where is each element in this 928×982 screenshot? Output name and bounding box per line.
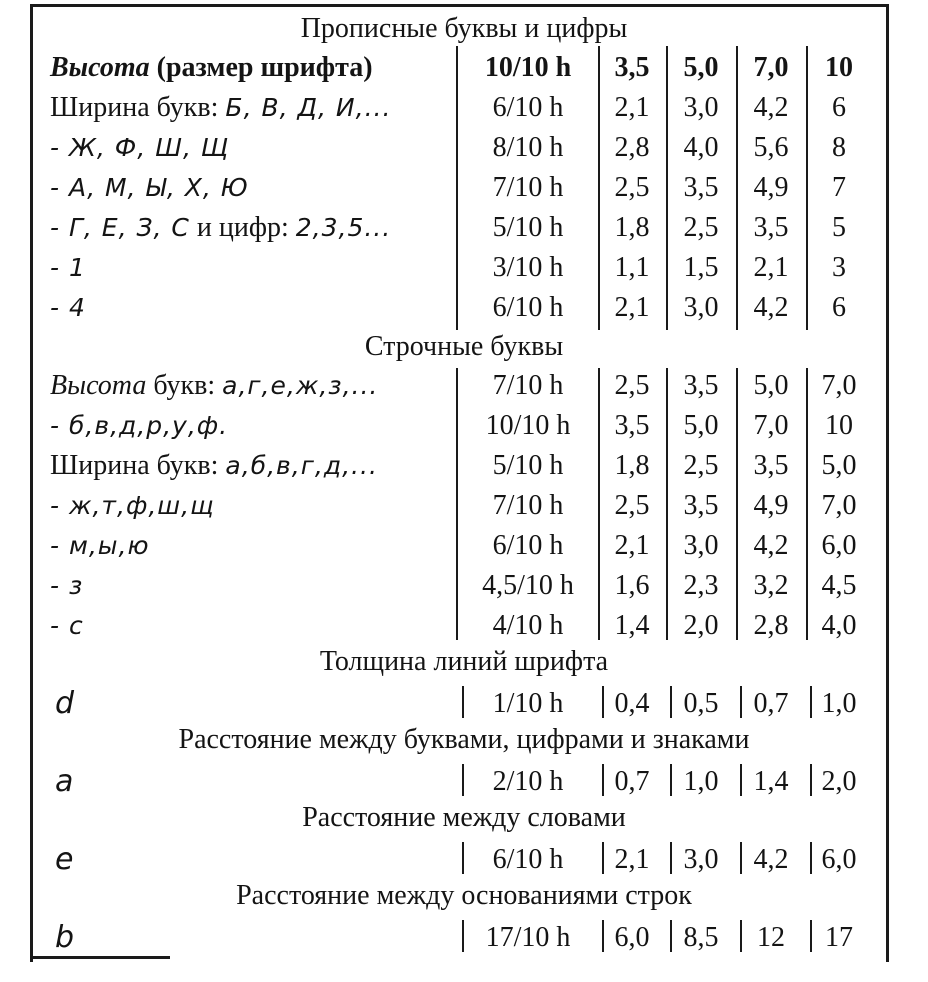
param-row xyxy=(0,762,928,802)
column-divider xyxy=(602,920,604,952)
param-symbol: d xyxy=(55,686,75,721)
value-cell: 5 xyxy=(832,212,846,243)
value-cell: 6,0 xyxy=(614,922,650,953)
table-row xyxy=(0,406,928,446)
value-cell: 3,0 xyxy=(683,92,719,123)
label-chars: а,г,е,ж,з,... xyxy=(222,371,379,400)
value-cell: 4,9 xyxy=(753,172,789,203)
ratio-cell: 4,5/10 h xyxy=(482,570,574,601)
column-divider xyxy=(456,368,458,640)
row-label xyxy=(50,606,84,646)
value-cell: 2,0 xyxy=(821,766,857,797)
ratio-cell: 6/10 h xyxy=(492,292,564,323)
section-title-thickness: Толщина линий шрифта xyxy=(319,646,609,677)
value-cell: 3,2 xyxy=(753,570,789,601)
value-cell: 1,5 xyxy=(683,252,719,283)
column-divider xyxy=(670,764,672,796)
row-label xyxy=(50,128,229,168)
value-cell: 8 xyxy=(832,132,846,163)
column-divider xyxy=(602,842,604,874)
section-title-uppercase: Прописные буквы и цифры xyxy=(300,13,628,44)
column-divider xyxy=(462,920,464,952)
value-cell: 17 xyxy=(825,922,853,953)
table-row xyxy=(0,288,928,328)
value-cell: 5,0 xyxy=(753,370,789,401)
value-cell: 1,8 xyxy=(614,450,650,481)
column-divider xyxy=(740,842,742,874)
param-symbol: b xyxy=(55,920,75,955)
section-title-spacing-baselines: Расстояние между основаниями строк xyxy=(236,880,692,911)
value-cell: 6,0 xyxy=(821,844,857,875)
value-cell: 1,4 xyxy=(753,766,789,797)
value-cell: 7 xyxy=(832,172,846,203)
label-chars: - 4 xyxy=(50,293,86,322)
value-cell: 10 xyxy=(825,410,853,441)
value-cell: 1,0 xyxy=(683,766,719,797)
table-row xyxy=(0,208,928,248)
value-cell: 6 xyxy=(832,92,846,123)
table-row xyxy=(0,128,928,168)
value-cell: 3,0 xyxy=(683,292,719,323)
row-label xyxy=(50,88,391,128)
value-cell: 1,4 xyxy=(614,610,650,641)
value-cell: 0,7 xyxy=(753,688,789,719)
value-cell: 1,1 xyxy=(614,252,650,283)
label-prefix: Ширина букв: xyxy=(50,450,226,481)
value-cell: 6,0 xyxy=(821,530,857,561)
column-divider xyxy=(810,764,812,796)
row-label xyxy=(50,406,228,446)
label-chars: - Г, Е, З, С xyxy=(50,213,190,242)
value-cell: 2,5 xyxy=(614,370,650,401)
label-prefix: Ширина букв: xyxy=(50,92,226,123)
value-cell: 3,5 xyxy=(683,172,719,203)
table-row xyxy=(0,248,928,288)
value-cell: 4,0 xyxy=(683,132,719,163)
column-divider xyxy=(740,764,742,796)
ratio-cell: 4/10 h xyxy=(492,610,564,641)
row-label xyxy=(50,366,378,406)
value-cell: 3,5 xyxy=(683,490,719,521)
section-title-lowercase: Строчные буквы xyxy=(364,331,564,362)
label-chars: - м,ы,ю xyxy=(50,531,150,560)
value-cell: 4,2 xyxy=(753,292,789,323)
label-suffix: и цифр: xyxy=(189,212,296,243)
label-chars: - Ж, Ф, Ш, Щ xyxy=(50,133,230,162)
value-cell: 4,0 xyxy=(821,610,857,641)
value-cell: 2,1 xyxy=(614,292,650,323)
column-divider xyxy=(806,46,808,330)
section-title-spacing-words: Расстояние между словами xyxy=(302,802,626,833)
param-row xyxy=(0,918,928,958)
section-title-spacing-letters: Расстояние между буквами, цифрами и знаками xyxy=(178,724,750,755)
ratio-cell: 7/10 h xyxy=(492,172,564,203)
param-row xyxy=(0,840,928,880)
value-cell: 3,0 xyxy=(683,844,719,875)
ratio-cell: 7/10 h xyxy=(492,370,564,401)
column-divider xyxy=(810,842,812,874)
label-chars: - ж,т,ф,ш,щ xyxy=(50,491,215,520)
column-divider xyxy=(598,368,600,640)
value-cell: 2,1 xyxy=(614,92,650,123)
value-cell: 7,0 xyxy=(753,410,789,441)
column-divider xyxy=(602,764,604,796)
value-cell: 2,5 xyxy=(614,172,650,203)
label-chars: - б,в,д,р,у,ф. xyxy=(50,411,229,440)
value-cell: 8,5 xyxy=(683,922,719,953)
header-size: 3,5 xyxy=(614,52,650,83)
value-cell: 2,1 xyxy=(614,530,650,561)
ratio-cell: 3/10 h xyxy=(492,252,564,283)
value-cell: 0,4 xyxy=(614,688,650,719)
table-row xyxy=(0,446,928,486)
header-size: 7,0 xyxy=(753,52,789,83)
header-ratio: 10/10 h xyxy=(484,52,572,83)
value-cell: 1,8 xyxy=(614,212,650,243)
value-cell: 2,0 xyxy=(683,610,719,641)
value-cell: 2,5 xyxy=(683,212,719,243)
value-cell: 2,3 xyxy=(683,570,719,601)
column-divider xyxy=(810,686,812,718)
label-suffix-chars: 2,3,5... xyxy=(295,213,392,242)
table-row xyxy=(0,606,928,646)
value-cell: 2,5 xyxy=(614,490,650,521)
value-cell: 3,0 xyxy=(683,530,719,561)
header-label xyxy=(50,48,373,88)
header-size: 10 xyxy=(825,52,853,83)
table-row xyxy=(0,168,928,208)
value-cell: 3,5 xyxy=(683,370,719,401)
value-cell: 4,2 xyxy=(753,92,789,123)
row-label xyxy=(50,248,86,288)
column-divider xyxy=(598,46,600,330)
column-divider xyxy=(736,46,738,330)
table-row xyxy=(0,566,928,606)
value-cell: 4,5 xyxy=(821,570,857,601)
value-cell: 4,2 xyxy=(753,530,789,561)
value-cell: 2,8 xyxy=(753,610,789,641)
label-chars: - А, М, Ы, Х, Ю xyxy=(50,173,249,202)
value-cell: 2,8 xyxy=(614,132,650,163)
row-label xyxy=(50,566,83,606)
column-divider xyxy=(670,842,672,874)
label-chars: Б, В, Д, И,... xyxy=(225,93,392,122)
header-size: 5,0 xyxy=(683,52,719,83)
label-chars: а,б,в,г,д,... xyxy=(225,451,378,480)
ratio-cell: 6/10 h xyxy=(492,530,564,561)
ratio-cell: 6/10 h xyxy=(492,844,564,875)
label-prefix: букв: xyxy=(146,370,223,401)
table-row xyxy=(0,366,928,406)
label-chars: - с xyxy=(50,611,84,640)
column-divider xyxy=(456,46,458,330)
value-cell: 3 xyxy=(832,252,846,283)
table-row xyxy=(0,526,928,566)
value-cell: 3,5 xyxy=(753,450,789,481)
table-row xyxy=(0,486,928,526)
ratio-cell: 5/10 h xyxy=(492,212,564,243)
row-label xyxy=(50,208,391,248)
ratio-cell: 10/10 h xyxy=(485,410,571,441)
column-divider xyxy=(462,686,464,718)
column-divider xyxy=(666,46,668,330)
header-label-bold: (размер шрифта) xyxy=(149,52,373,83)
label-chars: - з xyxy=(50,571,84,600)
value-cell: 0,7 xyxy=(614,766,650,797)
column-divider xyxy=(810,920,812,952)
label-chars: - 1 xyxy=(50,253,86,282)
column-divider xyxy=(462,842,464,874)
param-symbol: a xyxy=(55,764,74,799)
column-divider xyxy=(462,764,464,796)
value-cell: 5,0 xyxy=(821,450,857,481)
value-cell: 2,5 xyxy=(683,450,719,481)
value-cell: 1,6 xyxy=(614,570,650,601)
value-cell: 7,0 xyxy=(821,370,857,401)
ratio-cell: 17/10 h xyxy=(485,922,571,953)
value-cell: 1,0 xyxy=(821,688,857,719)
column-divider xyxy=(806,368,808,640)
row-label xyxy=(50,288,86,328)
value-cell: 5,0 xyxy=(683,410,719,441)
column-divider xyxy=(602,686,604,718)
column-divider xyxy=(736,368,738,640)
column-divider xyxy=(670,686,672,718)
row-label xyxy=(50,486,215,526)
value-cell: 4,2 xyxy=(753,844,789,875)
label-italic: Высота xyxy=(50,370,147,401)
row-label xyxy=(50,526,150,566)
row-label xyxy=(50,446,378,486)
value-cell: 7,0 xyxy=(821,490,857,521)
value-cell: 6 xyxy=(832,292,846,323)
ratio-cell: 1/10 h xyxy=(492,688,564,719)
value-cell: 2,1 xyxy=(753,252,789,283)
column-divider xyxy=(666,368,668,640)
ratio-cell: 2/10 h xyxy=(492,766,564,797)
ratio-cell: 6/10 h xyxy=(492,92,564,123)
value-cell: 4,9 xyxy=(753,490,789,521)
ratio-cell: 7/10 h xyxy=(492,490,564,521)
value-cell: 3,5 xyxy=(614,410,650,441)
header-label-italic: Высота xyxy=(50,52,150,83)
ratio-cell: 5/10 h xyxy=(492,450,564,481)
value-cell: 5,6 xyxy=(753,132,789,163)
row-label xyxy=(50,168,249,208)
ratio-cell: 8/10 h xyxy=(492,132,564,163)
value-cell: 3,5 xyxy=(753,212,789,243)
value-cell: 12 xyxy=(757,922,785,953)
column-divider xyxy=(670,920,672,952)
header-row xyxy=(0,48,928,88)
column-divider xyxy=(740,686,742,718)
param-symbol: e xyxy=(55,842,74,877)
column-divider xyxy=(740,920,742,952)
param-row xyxy=(0,684,928,724)
table-row xyxy=(0,88,928,128)
value-cell: 0,5 xyxy=(683,688,719,719)
value-cell: 2,1 xyxy=(614,844,650,875)
